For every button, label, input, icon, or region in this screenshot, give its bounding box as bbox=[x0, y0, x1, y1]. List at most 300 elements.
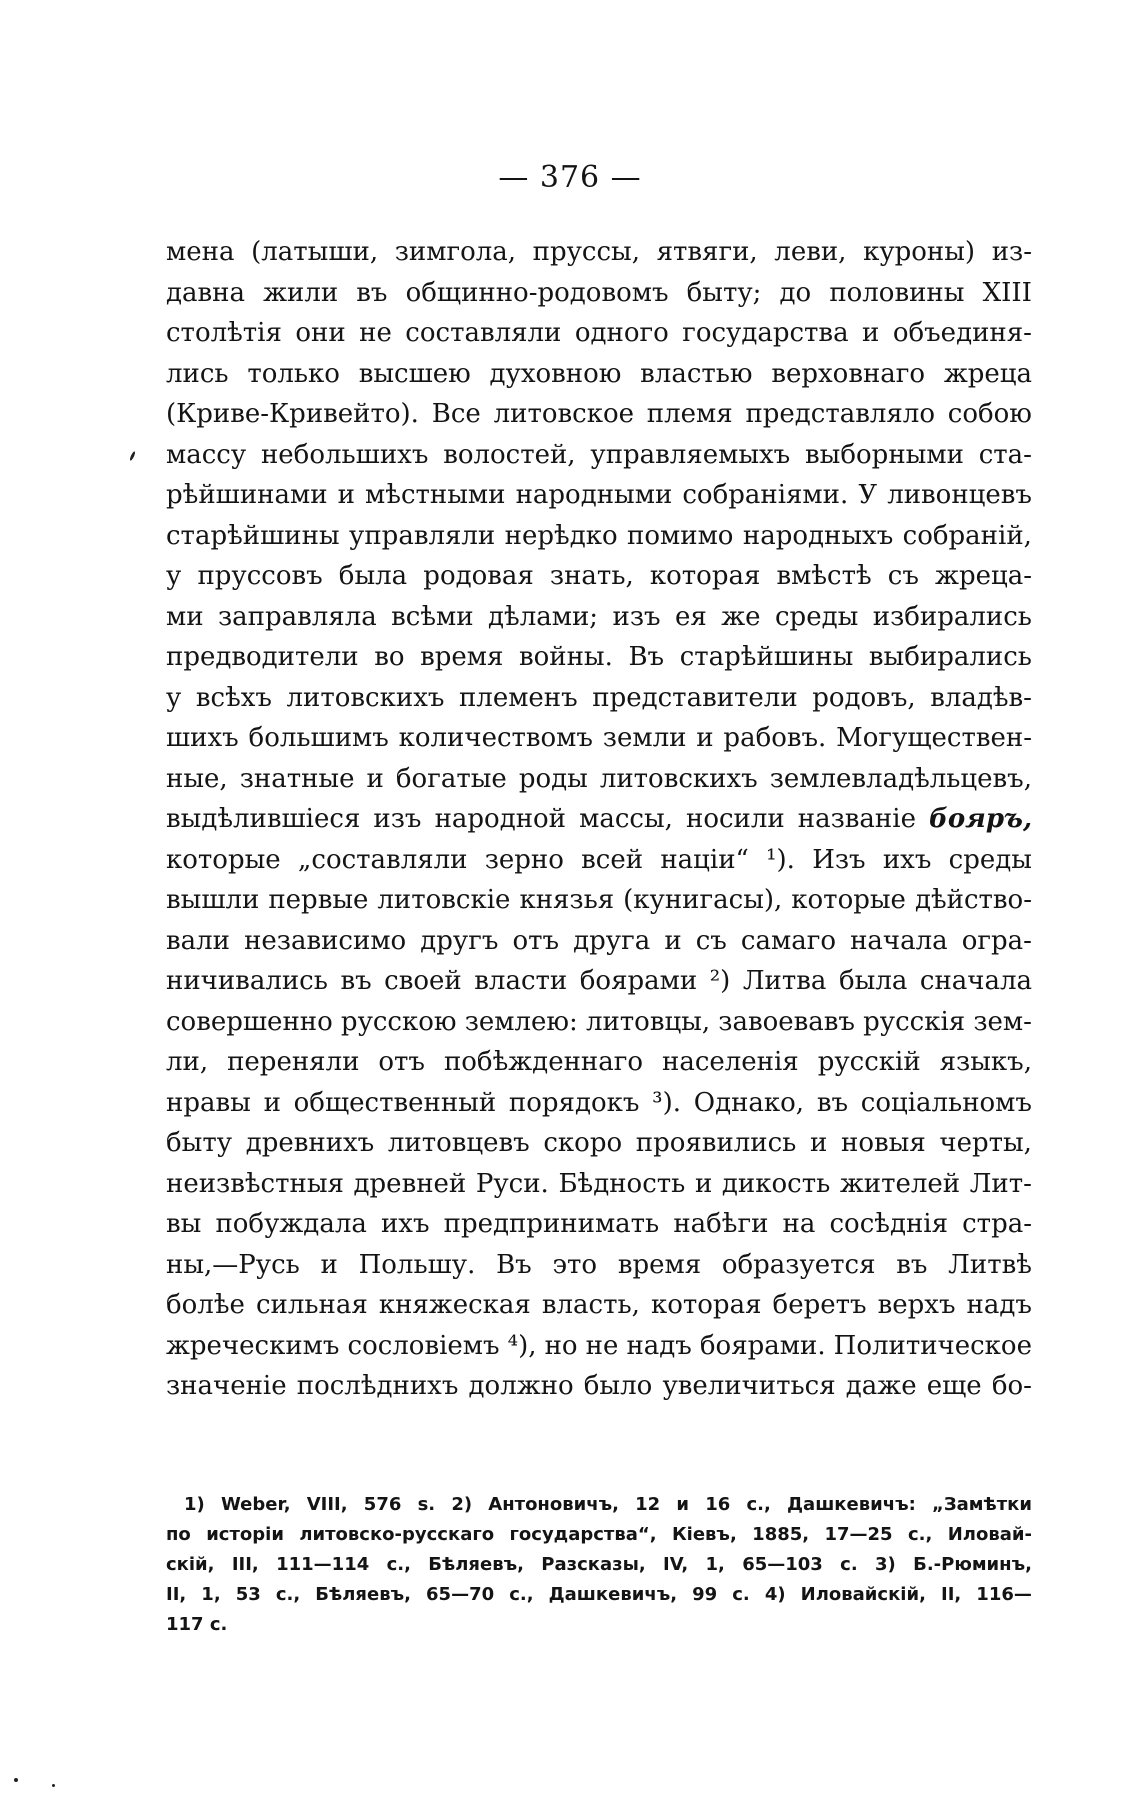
word: была bbox=[838, 966, 908, 996]
word: (латыши, bbox=[251, 237, 379, 267]
word: небольшихъ bbox=[260, 439, 429, 470]
word: представляло bbox=[745, 399, 935, 429]
word: въ bbox=[816, 1087, 849, 1118]
word: племя bbox=[646, 399, 733, 429]
word: ничивались bbox=[166, 966, 328, 996]
word: 3) bbox=[875, 1554, 896, 1575]
word: своей bbox=[384, 966, 462, 996]
word: землевладѣльцевъ, bbox=[769, 763, 1032, 794]
word: среды bbox=[948, 844, 1032, 875]
word: одного bbox=[574, 318, 669, 348]
word: мена bbox=[166, 237, 235, 267]
word: массу bbox=[166, 439, 247, 470]
word: Разсказы, bbox=[541, 1554, 646, 1575]
body-text bbox=[166, 232, 1032, 1407]
word: 17—25 bbox=[824, 1524, 893, 1545]
body-line bbox=[166, 273, 1032, 314]
word: собою bbox=[947, 399, 1032, 429]
body-line bbox=[166, 475, 1032, 516]
word: не bbox=[359, 318, 392, 348]
word: с. bbox=[732, 1584, 750, 1605]
body-line bbox=[166, 1285, 1032, 1326]
word: Руси. bbox=[475, 1168, 549, 1199]
word: нравы bbox=[166, 1087, 251, 1118]
footnote-line bbox=[166, 1580, 1032, 1610]
word: увеличиться bbox=[662, 1371, 836, 1401]
word: леви, bbox=[774, 237, 847, 267]
word: вали bbox=[166, 925, 230, 956]
word: У bbox=[858, 480, 878, 510]
word: большимъ bbox=[248, 723, 389, 753]
word: ⁴), bbox=[507, 1330, 537, 1361]
word: мѣстными bbox=[365, 480, 506, 510]
word: начала bbox=[850, 925, 948, 956]
word: ли, bbox=[166, 1047, 209, 1077]
word: исторіи bbox=[206, 1524, 284, 1545]
word: всѣхъ bbox=[195, 682, 272, 713]
word: литовскихъ bbox=[286, 682, 445, 713]
body-line bbox=[166, 1002, 1032, 1043]
word: князья bbox=[519, 885, 615, 915]
word: объединя- bbox=[892, 318, 1032, 348]
body-line bbox=[166, 678, 1032, 719]
word: на bbox=[782, 1209, 816, 1239]
word: выборными bbox=[805, 439, 964, 470]
word: Кіевъ, bbox=[671, 1524, 737, 1545]
word: носили bbox=[685, 804, 785, 834]
word: „составляли bbox=[297, 844, 468, 875]
word: ихъ bbox=[380, 1209, 430, 1239]
word: пруссовъ bbox=[197, 561, 323, 591]
word: новыя bbox=[841, 1128, 926, 1158]
word: въ bbox=[896, 1249, 928, 1280]
word: націи“ bbox=[660, 844, 749, 875]
word: сосѣднія bbox=[829, 1209, 949, 1239]
word: 1885, bbox=[752, 1524, 810, 1545]
word: управляемыхъ bbox=[590, 439, 791, 470]
word: которые bbox=[166, 844, 281, 875]
body-line bbox=[166, 1326, 1032, 1367]
word: ея bbox=[675, 601, 707, 632]
word: переняли bbox=[227, 1047, 360, 1077]
word: ¹). bbox=[766, 844, 795, 875]
word: 2) bbox=[451, 1494, 473, 1515]
body-line bbox=[166, 1164, 1032, 1205]
word: нерѣдко bbox=[504, 520, 618, 551]
word: дикость bbox=[721, 1168, 831, 1199]
word: 116— bbox=[976, 1584, 1032, 1605]
word: беретъ bbox=[772, 1290, 867, 1320]
word: VIII, bbox=[306, 1494, 348, 1515]
word: волостей, bbox=[443, 439, 576, 470]
word: древней bbox=[353, 1168, 467, 1199]
word: помимо bbox=[627, 520, 734, 551]
word: съ bbox=[695, 925, 727, 956]
word: скоро bbox=[543, 1128, 623, 1158]
word: XIII bbox=[982, 277, 1032, 308]
word: Могуществен- bbox=[836, 723, 1032, 753]
footnote-line bbox=[166, 1520, 1032, 1550]
word: II, bbox=[941, 1584, 962, 1605]
word: жителей bbox=[839, 1168, 961, 1199]
word: черты, bbox=[939, 1128, 1032, 1158]
word: литовско-русскаго bbox=[299, 1524, 495, 1545]
word: это bbox=[552, 1249, 598, 1280]
word: всей bbox=[581, 844, 644, 875]
word: языкъ, bbox=[939, 1047, 1032, 1077]
word: богатые bbox=[395, 763, 507, 794]
word: соціальномъ bbox=[860, 1087, 1032, 1118]
word: землею: bbox=[464, 1006, 578, 1037]
word: до bbox=[779, 277, 812, 308]
word: 1) bbox=[184, 1494, 205, 1515]
word: жреца bbox=[943, 358, 1032, 389]
body-line bbox=[166, 1042, 1032, 1083]
word: сильная bbox=[255, 1290, 368, 1320]
word: Антоновичъ, bbox=[488, 1494, 619, 1515]
word: ны,—Русь bbox=[166, 1249, 300, 1280]
word: ные, bbox=[166, 763, 228, 794]
word: всѣми bbox=[391, 601, 474, 632]
word: 1, bbox=[705, 1554, 725, 1575]
body-line bbox=[166, 880, 1032, 921]
word: владѣв- bbox=[930, 682, 1032, 713]
body-line bbox=[166, 799, 1032, 840]
word: литовскихъ bbox=[599, 763, 758, 794]
word: побуждала bbox=[215, 1209, 367, 1239]
word: шихъ bbox=[166, 723, 239, 753]
word: IV, bbox=[663, 1554, 689, 1575]
word: 12 bbox=[635, 1494, 661, 1515]
word: только bbox=[247, 358, 340, 389]
word: Б.-Рюминъ, bbox=[913, 1554, 1032, 1575]
body-line bbox=[166, 1245, 1032, 1286]
word: старѣйшины bbox=[166, 520, 340, 551]
word: государства bbox=[682, 318, 849, 348]
body-line bbox=[166, 637, 1032, 678]
word: дѣйство- bbox=[914, 885, 1032, 915]
body-line bbox=[166, 1123, 1032, 1164]
word: жреца- bbox=[935, 561, 1032, 591]
word: (Криве-Кривейто). bbox=[166, 399, 419, 429]
word: съ bbox=[887, 561, 919, 591]
footnote-line: 117 с. bbox=[166, 1614, 228, 1635]
word: и bbox=[696, 723, 714, 753]
footnotes bbox=[166, 1490, 1032, 1640]
body-line bbox=[166, 1204, 1032, 1245]
word: вышли bbox=[166, 885, 260, 915]
body-line bbox=[166, 759, 1032, 800]
word: общественный bbox=[293, 1087, 497, 1118]
word: названіе bbox=[797, 804, 916, 834]
word: с., bbox=[275, 1584, 301, 1605]
word: литовскіе bbox=[377, 885, 511, 915]
word: составляли bbox=[405, 318, 562, 348]
word: 4) bbox=[764, 1584, 786, 1605]
word: которая bbox=[650, 1290, 762, 1320]
word: народныхъ bbox=[742, 520, 894, 551]
word: населенія bbox=[661, 1047, 799, 1077]
word: огра- bbox=[961, 925, 1032, 956]
word: у bbox=[166, 561, 182, 591]
word: совершенно bbox=[166, 1006, 333, 1037]
word: рабовъ. bbox=[723, 723, 827, 753]
word: русскія bbox=[863, 1006, 966, 1037]
body-line bbox=[166, 435, 1032, 476]
word: ³). bbox=[652, 1087, 681, 1118]
word: Политическое bbox=[833, 1330, 1032, 1361]
word: и bbox=[676, 1494, 690, 1515]
word: Польшу. bbox=[358, 1249, 476, 1280]
scan-speck bbox=[129, 451, 136, 461]
word: s. bbox=[417, 1494, 436, 1515]
word: древнихъ bbox=[245, 1128, 375, 1158]
word: стра- bbox=[962, 1209, 1032, 1239]
body-line bbox=[166, 597, 1032, 638]
scan-speck bbox=[14, 1778, 18, 1782]
word: другъ bbox=[420, 925, 499, 956]
word: с., bbox=[746, 1494, 771, 1515]
word: лись bbox=[166, 358, 229, 389]
word: рѣйшинами bbox=[166, 480, 328, 510]
word: верхъ bbox=[877, 1290, 956, 1320]
word: еще bbox=[926, 1371, 982, 1401]
word: общинно-родовомъ bbox=[405, 277, 669, 308]
word: представители bbox=[592, 682, 798, 713]
word: значеніе bbox=[166, 1371, 287, 1401]
word: и bbox=[263, 1087, 281, 1118]
body-line bbox=[166, 718, 1032, 759]
word: боярами bbox=[579, 966, 698, 996]
word: с., bbox=[386, 1554, 411, 1575]
word: старѣйшины bbox=[679, 642, 854, 672]
word: 53 bbox=[235, 1584, 261, 1605]
word: 16 bbox=[705, 1494, 731, 1515]
word: дѣлами; bbox=[488, 601, 599, 632]
word: Все bbox=[431, 399, 481, 429]
body-line bbox=[166, 961, 1032, 1002]
word: въ bbox=[340, 966, 372, 996]
word: быту bbox=[166, 1128, 233, 1158]
body-line bbox=[166, 1366, 1032, 1407]
word: должно bbox=[468, 1371, 574, 1401]
word: собраніями. bbox=[682, 480, 849, 510]
word: земли bbox=[602, 723, 687, 753]
word: зерно bbox=[484, 844, 564, 875]
word: Бѣляевъ, bbox=[315, 1584, 411, 1605]
word: заправляла bbox=[218, 601, 377, 632]
word: сословіемъ bbox=[347, 1330, 500, 1361]
word: ятвяги, bbox=[656, 237, 758, 267]
body-line bbox=[166, 516, 1032, 557]
word: и bbox=[337, 480, 355, 510]
word: управляли bbox=[349, 520, 496, 551]
word: Литва bbox=[742, 966, 827, 996]
word: зем- bbox=[973, 1006, 1032, 1037]
body-line bbox=[166, 556, 1032, 597]
word: первые bbox=[268, 885, 369, 915]
word: высшею bbox=[358, 358, 471, 389]
word: была bbox=[338, 561, 408, 591]
word: у bbox=[166, 682, 182, 713]
word: зимгола, bbox=[394, 237, 517, 267]
word: самаго bbox=[740, 925, 836, 956]
word: образуется bbox=[721, 1249, 876, 1280]
word: бояръ, bbox=[929, 804, 1032, 834]
word: ста- bbox=[978, 439, 1032, 470]
word: Бѣдность bbox=[558, 1168, 686, 1199]
body-line bbox=[166, 394, 1032, 435]
word: они bbox=[295, 318, 346, 348]
word: выдѣлившіеся bbox=[166, 804, 361, 834]
word: сначала bbox=[919, 966, 1032, 996]
word: скій, bbox=[166, 1554, 215, 1575]
word: 1, bbox=[201, 1584, 221, 1605]
word: и bbox=[862, 318, 880, 348]
word: проявились bbox=[635, 1128, 797, 1158]
word: порядокъ bbox=[508, 1087, 640, 1118]
word: ²) bbox=[709, 966, 731, 996]
word: надъ bbox=[966, 1290, 1032, 1320]
footnote-line bbox=[166, 1550, 1032, 1580]
word: болѣе bbox=[166, 1290, 245, 1320]
word: изъ bbox=[373, 804, 422, 834]
word: III, bbox=[231, 1554, 259, 1575]
word: русскій bbox=[817, 1047, 921, 1077]
body-line bbox=[166, 232, 1032, 273]
word: среды bbox=[775, 601, 859, 632]
word: Weber, bbox=[220, 1494, 291, 1515]
word: Иловай- bbox=[947, 1524, 1032, 1545]
word: и bbox=[810, 1128, 828, 1158]
word: собраній, bbox=[902, 520, 1032, 551]
word: Бѣляевъ, bbox=[428, 1554, 524, 1575]
word: массы, bbox=[579, 804, 673, 834]
word: время bbox=[617, 1249, 702, 1280]
body-line bbox=[166, 1083, 1032, 1124]
word: друга bbox=[573, 925, 651, 956]
word: изъ bbox=[612, 601, 661, 632]
word: духовною bbox=[489, 358, 622, 389]
word: жреческимъ bbox=[166, 1330, 340, 1361]
page-number: — 376 — bbox=[498, 160, 642, 195]
word: предпринимать bbox=[443, 1209, 660, 1239]
word: въ bbox=[356, 277, 388, 308]
word: давна bbox=[166, 277, 245, 308]
word: княжеская bbox=[378, 1290, 531, 1320]
word: верховнаго bbox=[771, 358, 926, 389]
word: пруссы, bbox=[532, 237, 640, 267]
word: куроны) bbox=[863, 237, 976, 267]
word: даже bbox=[845, 1371, 917, 1401]
word: Иловайскій, bbox=[800, 1584, 926, 1605]
scan-speck bbox=[52, 1784, 55, 1787]
word: и bbox=[694, 1168, 713, 1199]
word: быту; bbox=[686, 277, 762, 308]
word: по bbox=[166, 1524, 191, 1545]
body-line bbox=[166, 354, 1032, 395]
body-line bbox=[166, 313, 1032, 354]
word: Въ bbox=[628, 642, 665, 672]
word: но bbox=[544, 1330, 578, 1361]
word: вы bbox=[166, 1209, 202, 1239]
word: литовцы, bbox=[585, 1006, 711, 1037]
word: с. bbox=[840, 1554, 858, 1575]
word: ми bbox=[166, 601, 204, 632]
word: Литвѣ bbox=[948, 1249, 1032, 1280]
word: 576 bbox=[363, 1494, 402, 1515]
word: государства“, bbox=[509, 1524, 657, 1545]
word: 99 bbox=[692, 1584, 718, 1605]
word: Дашкевичъ: bbox=[787, 1494, 916, 1515]
word: выбирались bbox=[868, 642, 1032, 672]
word: и bbox=[366, 763, 384, 794]
word: 65—70 bbox=[426, 1584, 495, 1605]
word: боярами. bbox=[699, 1330, 826, 1361]
word: побѣжденнаго bbox=[443, 1047, 644, 1077]
word: столѣтія bbox=[166, 318, 282, 348]
word: не bbox=[585, 1330, 619, 1361]
word: надъ bbox=[626, 1330, 692, 1361]
body-line bbox=[166, 921, 1032, 962]
word: время bbox=[420, 642, 504, 672]
word: и bbox=[320, 1249, 338, 1280]
word: II, bbox=[166, 1584, 187, 1605]
word: отъ bbox=[378, 1047, 425, 1077]
word: народной bbox=[434, 804, 567, 834]
word: жили bbox=[263, 277, 339, 308]
word: которая bbox=[649, 561, 761, 591]
word: же bbox=[721, 601, 761, 632]
word: 65—103 bbox=[742, 1554, 823, 1575]
word: народными bbox=[515, 480, 673, 510]
word: с., bbox=[509, 1584, 534, 1605]
word: (кунигасы), bbox=[623, 885, 783, 915]
word: было bbox=[583, 1371, 653, 1401]
word: власти bbox=[474, 966, 568, 996]
word: войны. bbox=[518, 642, 613, 672]
word: Однако, bbox=[693, 1087, 805, 1118]
footnote-line bbox=[166, 1490, 1032, 1520]
word: Дашкевичъ, bbox=[548, 1584, 678, 1605]
word: которые bbox=[791, 885, 906, 915]
body-line bbox=[166, 840, 1032, 881]
word: неизвѣстныя bbox=[166, 1168, 344, 1199]
word: половины bbox=[829, 277, 965, 308]
word: предводители bbox=[166, 642, 359, 672]
word: Въ bbox=[496, 1249, 532, 1280]
word: литовское bbox=[493, 399, 634, 429]
word: Лит- bbox=[969, 1168, 1032, 1199]
word: количествомъ bbox=[398, 723, 593, 753]
word: 111—114 bbox=[276, 1554, 370, 1575]
word: „Замѣтки bbox=[932, 1494, 1032, 1515]
word: отъ bbox=[512, 925, 560, 956]
word: из- bbox=[991, 237, 1032, 267]
word: ливонцевъ bbox=[887, 480, 1032, 510]
word: знать, bbox=[549, 561, 634, 591]
word: и bbox=[664, 925, 682, 956]
word: ихъ bbox=[882, 844, 932, 875]
word: власть, bbox=[541, 1290, 640, 1320]
word: завоевавъ bbox=[718, 1006, 855, 1037]
word: литовцевъ bbox=[387, 1128, 530, 1158]
word: знатные bbox=[239, 763, 355, 794]
word: избирались bbox=[872, 601, 1032, 632]
word: во bbox=[374, 642, 405, 672]
word: племенъ bbox=[458, 682, 578, 713]
word: набѣги bbox=[673, 1209, 769, 1239]
